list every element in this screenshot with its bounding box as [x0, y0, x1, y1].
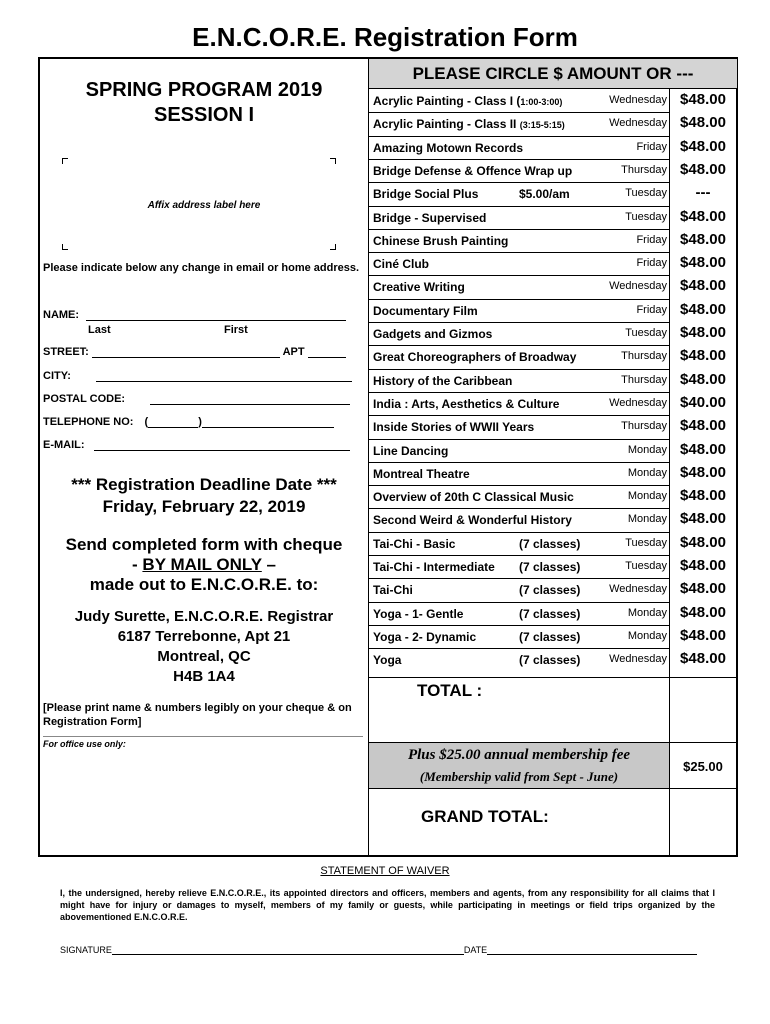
registration-frame	[38, 57, 738, 857]
phone-label: TELEPHONE NO:	[43, 416, 134, 428]
phone-close-paren: )	[198, 416, 202, 428]
course-price[interactable]: $48.00	[680, 160, 726, 178]
course-price[interactable]: $48.00	[680, 300, 726, 318]
first-label: First	[224, 324, 248, 336]
course-row	[369, 439, 737, 462]
course-price[interactable]: $48.00	[680, 533, 726, 551]
course-row	[369, 229, 737, 252]
row-divider	[369, 136, 669, 137]
course-row	[369, 345, 737, 368]
signature-row	[60, 945, 697, 955]
course-name: Bridge Defense & Offence Wrap up	[373, 163, 573, 178]
corner-mark-br	[330, 244, 336, 250]
row-divider	[369, 625, 669, 626]
area-code-field[interactable]	[148, 427, 198, 428]
course-row	[369, 182, 737, 205]
course-name: Line Dancing	[373, 443, 449, 458]
membership-divider-bottom	[369, 788, 737, 789]
postal-label: POSTAL CODE:	[43, 393, 126, 405]
membership-price: $25.00	[683, 759, 723, 774]
row-divider	[369, 508, 669, 509]
course-row	[369, 112, 737, 135]
street-field[interactable]	[92, 357, 280, 358]
course-name: Tai-Chi	[373, 583, 413, 598]
course-row	[369, 415, 737, 438]
course-name: Tai-Chi - Intermediate	[373, 560, 495, 574]
course-name: Documentary Film	[373, 303, 478, 318]
course-price[interactable]: $48.00	[680, 137, 726, 155]
course-day: Friday	[636, 140, 667, 153]
course-day: Wednesday	[609, 396, 667, 409]
corner-mark-bl	[62, 244, 68, 250]
course-price[interactable]: $48.00	[680, 277, 726, 295]
addr-line-4: H4B 1A4	[173, 668, 235, 685]
row-divider	[369, 392, 669, 393]
email-row	[43, 439, 350, 451]
course-time: 1:00-3:00)	[520, 97, 563, 107]
course-name: Gadgets and Gizmos	[373, 327, 493, 341]
name-field[interactable]	[86, 320, 346, 321]
course-price[interactable]: $48.00	[680, 510, 726, 528]
course-row	[369, 275, 737, 298]
course-name: Acrylic Painting - Class II (3:15-5:15)	[373, 117, 565, 132]
course-day: Tuesday	[625, 536, 667, 549]
course-name: Yoga - 2- Dynamic	[373, 629, 477, 644]
grand-total-label: GRAND TOTAL:	[421, 807, 549, 826]
by-mail-only: BY MAIL ONLY	[142, 555, 262, 574]
course-name: Chinese Brush Painting	[373, 233, 509, 248]
corner-mark-tr	[330, 158, 336, 164]
course-name: Tai-Chi - Basic	[373, 536, 456, 551]
apt-label: APT	[282, 346, 305, 358]
course-price[interactable]: $48.00	[680, 650, 726, 668]
row-divider	[369, 462, 669, 463]
street-label: STREET:	[43, 346, 89, 358]
course-row	[369, 392, 737, 415]
course-day: Friday	[636, 233, 667, 246]
course-row	[369, 136, 737, 159]
course-name: Yoga - 1- Gentle	[373, 606, 464, 621]
course-price[interactable]: $48.00	[680, 463, 726, 481]
course-row	[369, 206, 737, 229]
course-row	[369, 555, 737, 578]
course-note: (7 classes)	[519, 629, 581, 644]
course-name: Great Choreographers of Broadway	[373, 350, 577, 365]
course-day: Monday	[627, 629, 667, 642]
postal-field[interactable]	[150, 404, 350, 405]
email-field[interactable]	[94, 450, 350, 451]
row-divider	[369, 578, 669, 579]
course-row	[369, 625, 737, 648]
course-table	[368, 59, 737, 855]
course-name: India : Arts, Aesthetics & Culture	[373, 396, 560, 411]
course-day: Monday	[627, 466, 667, 479]
course-row	[369, 322, 737, 345]
date-field[interactable]	[487, 954, 697, 955]
course-name: Montreal Theatre	[373, 466, 470, 481]
postal-row	[43, 393, 350, 405]
waiver-text: I, the undersigned, hereby relieve E.N.C.O.R.E., its appointed directors and officers, members and agents, from any responsibility for all claims that I might have for injury or damages to myself, members of my family or guests, while participating in meetings or field trips organized by the abovementioned E.N.C.O.R.E.	[60, 888, 715, 922]
email-label: E-MAIL:	[43, 439, 85, 451]
course-name: Yoga	[373, 653, 402, 668]
send-dash: -	[132, 555, 143, 574]
course-row	[369, 462, 737, 485]
office-divider	[43, 736, 363, 737]
send-instruction-2	[40, 555, 368, 575]
row-divider	[369, 229, 669, 230]
course-price[interactable]: $48.00	[680, 254, 726, 272]
course-row	[369, 369, 737, 392]
name-label: NAME:	[43, 309, 80, 321]
course-price[interactable]: $48.00	[680, 230, 726, 248]
course-price[interactable]: $40.00	[680, 393, 726, 411]
row-divider	[369, 415, 669, 416]
course-price[interactable]: $48.00	[680, 487, 726, 505]
session-title: SESSION I	[153, 104, 255, 126]
course-time: (3:15-5:15)	[519, 120, 565, 131]
course-day: Tuesday	[625, 560, 667, 572]
row-divider	[369, 322, 669, 323]
deadline-heading: *** Registration Deadline Date ***	[71, 475, 337, 494]
course-price[interactable]: $48.00	[680, 91, 726, 108]
course-day: Thursday	[621, 350, 667, 363]
course-note: $5.00/am	[519, 187, 570, 202]
course-name: Creative Writing	[373, 280, 465, 295]
course-note: (7 classes)	[519, 653, 581, 668]
last-label: Last	[88, 324, 111, 336]
registrar-address	[40, 607, 368, 687]
membership-line-1: Plus $25.00 annual membership fee	[407, 747, 631, 763]
left-column	[40, 59, 368, 855]
signature-label: SIGNATURE	[60, 945, 112, 955]
course-row	[369, 252, 737, 275]
row-divider	[369, 648, 669, 649]
course-row	[369, 89, 737, 112]
course-row	[369, 648, 737, 671]
course-day: Wednesday	[609, 117, 667, 130]
course-name: Inside Stories of WWII Years	[373, 420, 535, 435]
city-field[interactable]	[96, 381, 352, 382]
row-divider	[369, 252, 669, 253]
course-day: Wednesday	[609, 653, 667, 666]
addr-line-1: Judy Surette, E.N.C.O.R.E. Registrar	[74, 608, 334, 625]
course-name: Second Weird & Wonderful History	[373, 513, 572, 528]
course-name: Bridge - Supervised	[373, 210, 487, 225]
row-divider	[369, 439, 669, 440]
course-day: Monday	[627, 606, 667, 619]
course-price[interactable]: $48.00	[680, 440, 726, 458]
total-label: TOTAL :	[417, 681, 483, 700]
course-day: Wednesday	[609, 583, 667, 596]
print-note: [Please print name & numbers legibly on your cheque & on Registration Form]	[43, 702, 352, 728]
course-day: Wednesday	[609, 280, 667, 293]
corner-mark-tl	[62, 158, 68, 164]
course-price[interactable]: $48.00	[680, 603, 726, 621]
course-row	[369, 299, 737, 322]
city-row	[43, 370, 352, 382]
row-divider	[369, 485, 669, 486]
course-row	[369, 508, 737, 531]
row-divider	[369, 532, 669, 533]
row-divider	[369, 369, 669, 370]
course-price[interactable]: $48.00	[680, 626, 726, 644]
phone-field[interactable]	[202, 427, 334, 428]
addr-line-3: Montreal, QC	[157, 648, 251, 665]
row-divider	[369, 275, 669, 276]
course-day: Monday	[627, 443, 667, 456]
row-divider	[369, 299, 669, 300]
addr-line-2: 6187 Terrebonne, Apt 21	[117, 628, 291, 645]
course-day: Thursday	[621, 373, 667, 386]
change-note: Please indicate below any change in email or home address.	[43, 262, 360, 274]
row-divider	[369, 555, 669, 556]
affix-label-text: Affix address label here	[147, 200, 261, 211]
course-day: Tuesday	[625, 187, 667, 200]
course-name: Acrylic Painting - Class I (1:00-3:00)	[373, 94, 563, 108]
row-divider	[369, 206, 669, 207]
row-divider	[369, 159, 669, 160]
course-price[interactable]: $48.00	[680, 417, 726, 435]
phone-open-paren: (	[144, 416, 149, 428]
membership-line-2: (Membership valid from Sept - June)	[419, 769, 619, 784]
office-use-label: For office use only:	[43, 739, 126, 749]
course-day: Monday	[627, 513, 667, 526]
course-day: Wednesday	[609, 94, 667, 106]
row-divider	[369, 182, 669, 183]
course-price[interactable]: $48.00	[680, 370, 726, 388]
course-day: Monday	[627, 490, 667, 503]
course-note: (7 classes)	[519, 536, 581, 551]
course-name: Ciné Club	[373, 257, 429, 272]
course-price[interactable]: $48.00	[680, 347, 726, 365]
course-day: Tuesday	[625, 210, 667, 223]
deadline-date: Friday, February 22, 2019	[102, 497, 306, 516]
apt-field[interactable]	[308, 357, 346, 358]
send-instruction-3: made out to E.N.C.O.R.E. to:	[89, 575, 319, 594]
signature-field[interactable]	[112, 954, 464, 955]
course-note: (7 classes)	[519, 560, 581, 574]
course-price[interactable]: $48.00	[680, 557, 726, 574]
form-title: E.N.C.O.R.E. Registration Form	[192, 22, 578, 52]
program-title: SPRING PROGRAM 2019	[85, 79, 323, 101]
course-day: Tuesday	[625, 327, 667, 339]
table-header: PLEASE CIRCLE $ AMOUNT OR ---	[369, 59, 737, 89]
row-divider	[369, 112, 669, 113]
course-row	[369, 602, 737, 625]
course-name: Overview of 20th C Classical Music	[373, 490, 574, 505]
course-row	[369, 532, 737, 555]
name-row	[43, 309, 346, 321]
course-price[interactable]: $48.00	[680, 114, 726, 132]
row-divider	[369, 602, 669, 603]
course-day: Friday	[636, 257, 667, 270]
total-divider	[369, 677, 737, 678]
course-row	[369, 485, 737, 508]
course-name: History of the Caribbean	[373, 373, 513, 388]
send-dash-end: –	[261, 555, 276, 574]
course-price[interactable]: $48.00	[680, 580, 726, 598]
waiver-title: STATEMENT OF WAIVER	[320, 865, 450, 877]
course-row	[369, 578, 737, 601]
course-day: Friday	[636, 303, 667, 316]
course-day: Thursday	[621, 163, 667, 176]
phone-row	[43, 416, 334, 428]
membership-box	[369, 743, 669, 788]
course-price[interactable]: $48.00	[680, 207, 726, 225]
course-note: (7 classes)	[519, 606, 581, 621]
course-price[interactable]: ---	[695, 184, 711, 202]
street-row	[43, 346, 346, 358]
course-note: (7 classes)	[519, 583, 581, 598]
course-day: Thursday	[621, 420, 667, 433]
date-label: DATE	[463, 945, 488, 955]
course-row	[369, 159, 737, 182]
city-label: CITY:	[43, 370, 71, 382]
send-instruction-1: Send completed form with cheque	[65, 535, 343, 554]
course-name: Amazing Motown Records	[373, 140, 524, 155]
row-divider	[369, 345, 669, 346]
course-name: Bridge Social Plus	[373, 187, 479, 202]
course-price[interactable]: $48.00	[680, 324, 726, 341]
